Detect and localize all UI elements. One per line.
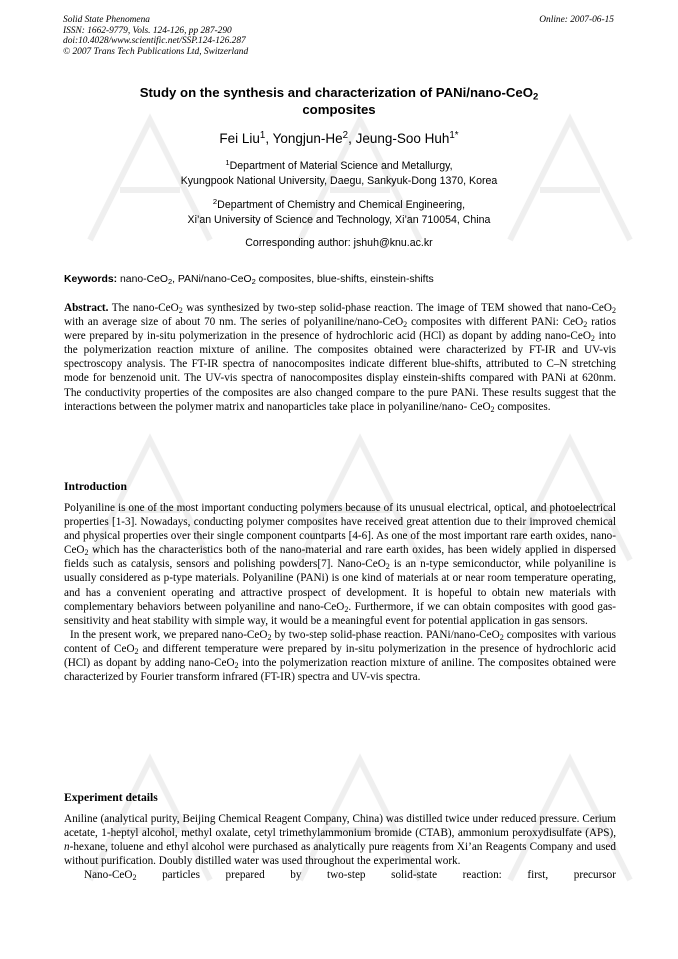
- paragraph-text: Aniline (analytical purity, Beijing Chemical Reagent Company, China) was distilled twice under reduced pressure. Cerium acetate, 1-heptyl alcohol, methyl oxalate, cetyl trimethylammonium bromide (CTAB), ammonium peroxydisulfate (APS),: [64, 813, 616, 840]
- affiliation-1-univ: Kyungpook National University, Daegu, Sankyuk-Dong 1370, Korea: [180, 174, 498, 187]
- subscript: 2: [234, 661, 239, 671]
- author-2-affil: 2: [342, 130, 349, 142]
- keywords-label: Keywords:: [64, 274, 118, 285]
- paragraph-text: . Furthermore, if we can obtain composites with good gas-sensitivity and heat stability with simple way, it would be a meaningful event for potential application in gas sensors.: [64, 600, 616, 627]
- subscript: 2: [490, 404, 495, 414]
- keyword-text: composites, blue-shifts, einstein-shifts: [255, 274, 434, 285]
- subscript: 2: [84, 548, 89, 558]
- paragraph-text: composites with various content of CeO: [64, 628, 616, 655]
- intro-paragraph-2: [64, 628, 616, 684]
- affiliation-2-dept: Department of Chemistry and Chemical Engineering,: [217, 199, 466, 211]
- abstract-label: Abstract.: [64, 302, 109, 314]
- title-line-2: composites: [302, 102, 376, 117]
- abstract-text: The nano-CeO: [108, 302, 179, 314]
- title-subscript: 2: [532, 91, 539, 103]
- paragraph-text: is an n-type semiconductor, while polyaniline is usually considered as p-type materials. Polyaniline (PANi) is one kind of materials at or near room temperature operating, and has a convenient operating and attractive prospect of development. It is hopeful to obtain new materials with complementary behaviors between polyaniline and nano-CeO: [64, 558, 616, 613]
- experiment-heading: Experiment details: [64, 791, 158, 804]
- abstract-text: with an average size of about 70 nm. The series of polyaniline/nano-CeO: [64, 316, 404, 329]
- intro-paragraph-1: [64, 501, 616, 628]
- author-list: [64, 130, 614, 148]
- affiliation-2-marker: 2: [212, 197, 218, 207]
- subscript: 2: [403, 320, 408, 330]
- paragraph-text: -hexane, toluene and ethyl alcohol were purchased as analytically pure reagents from Xi’an Reagents Company and used without purification. Doubly distilled water was used throughout the experimental work.: [64, 841, 616, 868]
- experiment-paragraph-1: [64, 812, 616, 868]
- paragraph-text: Nano-CeO: [84, 869, 133, 882]
- corresponding-author: Corresponding author: jshuh@knu.ac.kr: [245, 237, 433, 249]
- italic-text: n: [64, 841, 70, 854]
- experiment-body: [64, 812, 616, 882]
- introduction-heading: Introduction: [64, 480, 127, 493]
- paragraph-text: and different temperature were prepared by in-situ polymerization in the presence of hydrochloric acid (HCl) as dopant by adding nano-CeO: [64, 642, 616, 670]
- subscript: 2: [590, 334, 595, 344]
- paragraph-text: particles prepared by two-step solid-state reaction: first, precursor: [136, 869, 616, 882]
- author-3: Jeung-Soo Huh: [355, 131, 450, 146]
- keyword-subscript: 2: [251, 276, 256, 286]
- author-1-affil: 1: [259, 130, 266, 142]
- subscript: 2: [267, 632, 272, 642]
- paragraph-text: Polyaniline is one of the most important conducting polymers because of its unusual electrical, optical, and photoelectrical properties [1-3]. Nowadays, conducting polymer composites have received great attention due to their improved chemical and physical properties over their single component countparts [4-6]. As one of the most important rare earth oxides, nano-CeO: [64, 502, 616, 557]
- author-2: Yongjun-He: [272, 131, 343, 146]
- paper-title: [64, 84, 614, 118]
- issn-line: ISSN: 1662-9779, Vols. 124-126, pp 287-290: [63, 25, 232, 36]
- subscript: 2: [344, 604, 349, 614]
- subscript: 2: [178, 306, 183, 316]
- keyword-text: , PANi/nano-CeO: [172, 274, 252, 285]
- author-separator: ,: [348, 131, 356, 146]
- subscript: 2: [499, 632, 504, 642]
- online-date: Online: 2007-06-15: [539, 15, 614, 25]
- affiliation-1-dept: Department of Material Science and Metallurgy,: [229, 160, 453, 172]
- title-line-1: Study on the synthesis and characterization of PANi/nano-CeO: [139, 85, 533, 100]
- author-separator: ,: [265, 131, 273, 146]
- subscript: 2: [132, 873, 137, 883]
- abstract: [64, 301, 616, 414]
- introduction-body: [64, 501, 616, 684]
- abstract-text: composites with different PANi: CeO: [407, 316, 584, 329]
- copyright-line: © 2007 Trans Tech Publications Ltd, Switzerland: [63, 46, 249, 57]
- abstract-text: was synthesized by two-step solid-phase reaction. The image of TEM showed that nano-CeO: [182, 302, 612, 314]
- affiliation-1: [64, 159, 614, 188]
- affiliation-2-univ: Xi’an University of Science and Technology, Xi’an 710054, China: [187, 213, 491, 226]
- paragraph-text: which has the characteristics both of the nano-material and rare earth oxides, has been widely applied in dispersed fields such as catalysis, sensors and polishing powders[7]. Nano-CeO: [64, 544, 616, 571]
- abstract-text: composites.: [494, 400, 551, 413]
- abstract-text: into the polymerization reaction mixture of aniline. The composites obtained were characterized by FT-IR and UV-vis spectroscopy analysis. The FT-IR spectra of nanocomposites indicate different blue-shifts, attributed to C–N stretching mode for benzenoid unit. The UV-vis spectra of nanocomposites display einstein-shifts compared with PANi at 620nm. The conductivity properties of the composites are also changed compare to the pure PANi. These results suggest that the interactions between the polymer matrix and nanoparticles take place in polyaniline/nano- CeO: [64, 330, 617, 413]
- journal-name: Solid State Phenomena: [63, 15, 150, 25]
- journal-header: [63, 15, 248, 57]
- paragraph-text: In the present work, we prepared nano-CeO: [70, 628, 268, 641]
- keyword-subscript: 2: [167, 276, 173, 286]
- paragraph-text: into the polymerization reaction mixture of aniline. The composites obtained were characterized by Fourier transform infrared (FT-IR) spectra and UV-vis spectra.: [64, 657, 617, 684]
- subscript: 2: [134, 646, 139, 656]
- author-1: Fei Liu: [219, 131, 260, 146]
- affiliation-2: [64, 198, 614, 227]
- affiliation-1-marker: 1: [225, 158, 230, 168]
- doi-line: doi:10.4028/www.scientific.net/SSP.124-126.287: [63, 36, 246, 47]
- subscript: 2: [583, 320, 588, 330]
- paragraph-text: by two-step solid-phase reaction. PANi/nano-CeO: [271, 628, 500, 641]
- experiment-paragraph-2: [64, 868, 616, 882]
- abstract-text: ratios were prepared by in-situ polymerization in the presence of hydrochloric acid (HCl) as dopant by adding nano-CeO: [64, 316, 616, 343]
- keyword-text: nano-CeO: [117, 274, 168, 285]
- keywords: [64, 273, 616, 287]
- subscript: 2: [611, 306, 617, 316]
- subscript: 2: [385, 562, 390, 572]
- author-3-affil: 1*: [449, 130, 459, 142]
